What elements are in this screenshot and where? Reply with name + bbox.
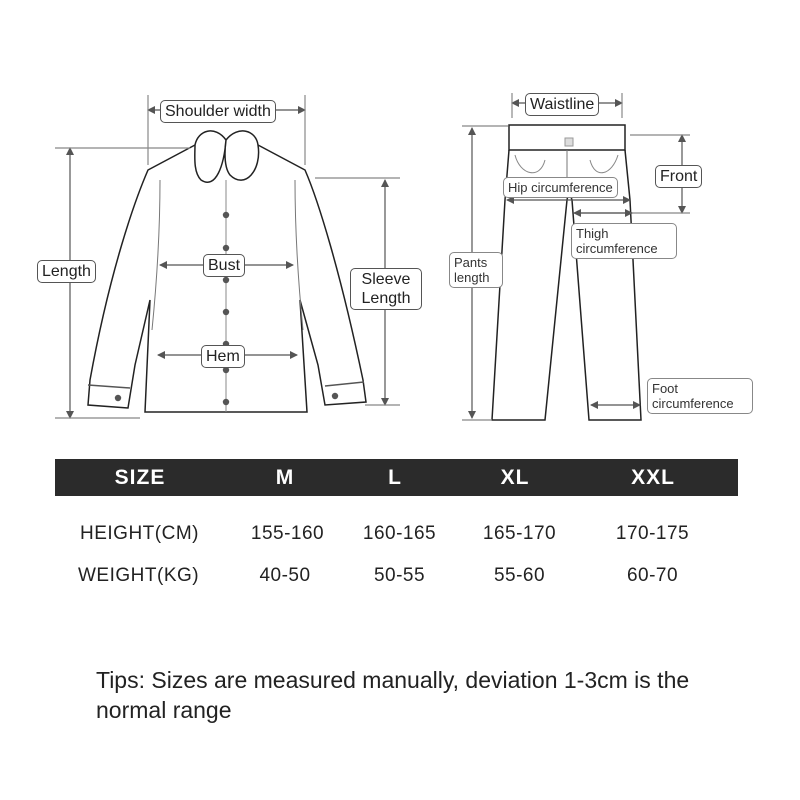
row-label-height: HEIGHT(CM) (80, 523, 199, 544)
label-hem: Hem (201, 345, 245, 368)
row-label-weight: WEIGHT(KG) (78, 565, 200, 586)
pants-illustration (492, 125, 641, 420)
label-bust: Bust (203, 254, 245, 277)
weight-m: 40-50 (259, 565, 311, 586)
header-xxl: XXL (631, 466, 675, 489)
header-l: L (388, 466, 402, 489)
label-pants-length: Pants length (449, 252, 503, 288)
label-hip-circumference: Hip circumference (503, 177, 618, 198)
label-waistline: Waistline (525, 93, 599, 116)
height-xl: 165-170 (482, 523, 557, 544)
header-size: SIZE (114, 466, 166, 489)
label-shoulder-width: Shoulder width (160, 100, 276, 123)
height-xxl: 170-175 (615, 523, 690, 544)
label-front: Front (655, 165, 702, 188)
weight-l: 50-55 (373, 565, 426, 586)
label-thigh-circumference: Thigh circumference (571, 223, 677, 259)
height-m: 155-160 (250, 523, 325, 544)
tips-text: Tips: Sizes are measured manually, deviation 1-3cm is the normal range (96, 667, 690, 723)
weight-xxl: 60-70 (626, 565, 679, 586)
height-l: 160-165 (362, 523, 437, 544)
size-table-header (55, 459, 738, 496)
label-sleeve-length: Sleeve Length (350, 268, 422, 310)
header-m: M (275, 466, 295, 489)
header-xl: XL (500, 466, 530, 489)
weight-xl: 55-60 (493, 565, 546, 586)
label-foot-circumference: Foot circumference (647, 378, 753, 414)
label-length: Length (37, 260, 96, 283)
